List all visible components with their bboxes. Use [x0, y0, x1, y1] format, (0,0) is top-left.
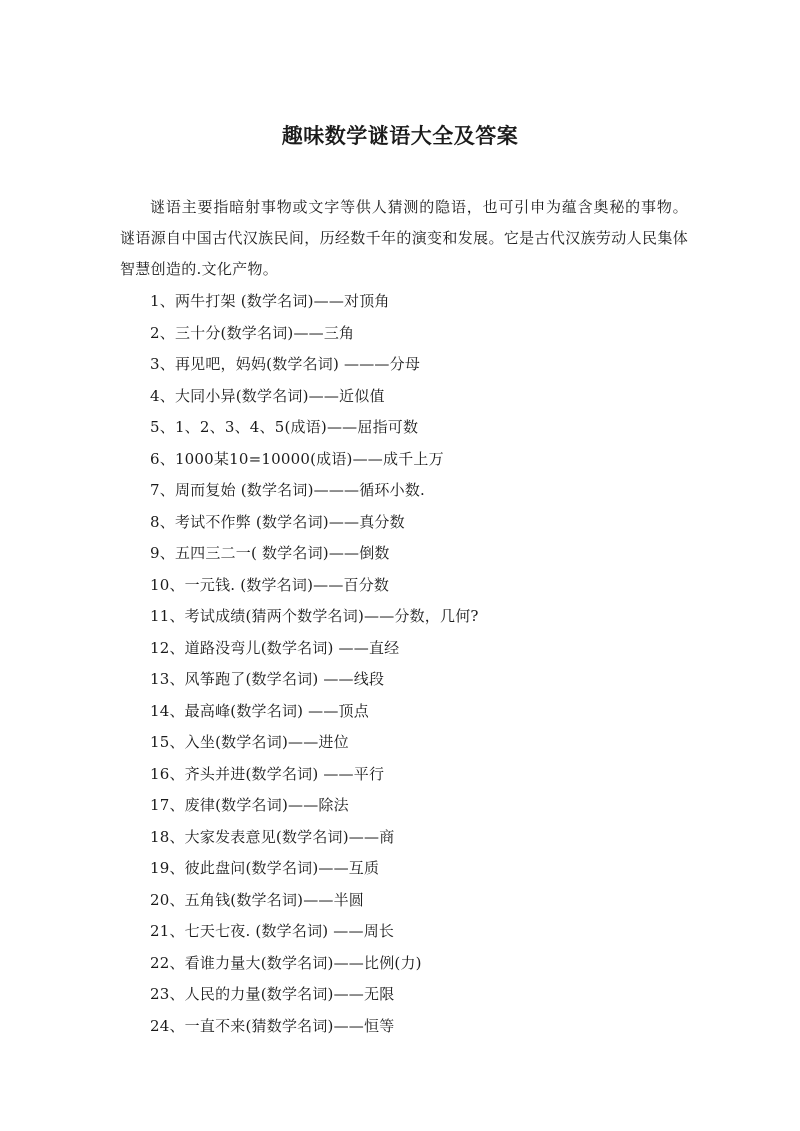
riddle-item: 8、考试不作弊 (数学名词)——真分数	[150, 512, 405, 531]
riddle-item: 11、考试成绩(猜两个数学名词)——分数，几何?	[150, 607, 479, 625]
riddle-item: 6、1000某10=10000(成语)——成千上万	[150, 449, 444, 468]
riddle-item: 13、风筝跑了(数学名词) ——线段	[150, 670, 385, 688]
riddle-item: 14、最高峰(数学名词) ——顶点	[150, 701, 369, 720]
riddle-item: 10、一元钱. (数学名词)——百分数	[150, 575, 390, 594]
riddle-item: 22、看谁力量大(数学名词)——比例(力)	[150, 953, 422, 972]
riddle-item: 5、1、2、3、4、5(成语)——屈指可数	[150, 418, 419, 436]
riddle-item: 20、五角钱(数学名词)——半圆	[150, 890, 364, 909]
riddle-item: 1、两牛打架 (数学名词)——对顶角	[150, 292, 390, 310]
riddle-item: 24、一直不来(猜数学名词)——恒等	[150, 1016, 395, 1035]
riddle-item: 18、大家发表意见(数学名词)——商	[150, 827, 395, 846]
intro-paragraph: 谜语主要指暗射事物或文字等供人猜测的隐语，也可引申为蕴含奥秘的事物。 谜语源自中国古代汉族民间，历经数千年的演变和发展。它是古代汉族劳动人民集体智慧创造的.文化产物。	[120, 198, 688, 278]
riddle-item: 19、彼此盘问(数学名词)——互质	[150, 859, 380, 877]
riddle-item: 16、齐头并进(数学名词) ——平行	[150, 764, 385, 783]
riddle-item: 12、道路没弯儿(数学名词) ——直经	[150, 638, 400, 657]
riddle-item: 17、废律(数学名词)——除法	[150, 796, 349, 814]
riddle-item: 9、五四三二一( 数学名词)——倒数	[150, 544, 390, 562]
riddle-item: 23、人民的力量(数学名词)——无限	[150, 985, 395, 1003]
document-title: 趣味数学谜语大全及答案	[281, 124, 519, 148]
riddle-item: 4、大同小异(数学名词)——近似值	[150, 386, 385, 405]
riddle-item: 3、再见吧，妈妈(数学名词) ———分母	[150, 355, 421, 373]
riddle-item: 15、入坐(数学名词)——进位	[150, 733, 349, 751]
riddle-item: 7、周而复始 (数学名词)———循环小数.	[150, 481, 425, 499]
riddle-item: 21、七天七夜. (数学名词) ——周长	[150, 922, 395, 940]
riddle-item: 2、三十分(数学名词)——三角	[150, 323, 355, 342]
riddle-list	[150, 286, 690, 1042]
